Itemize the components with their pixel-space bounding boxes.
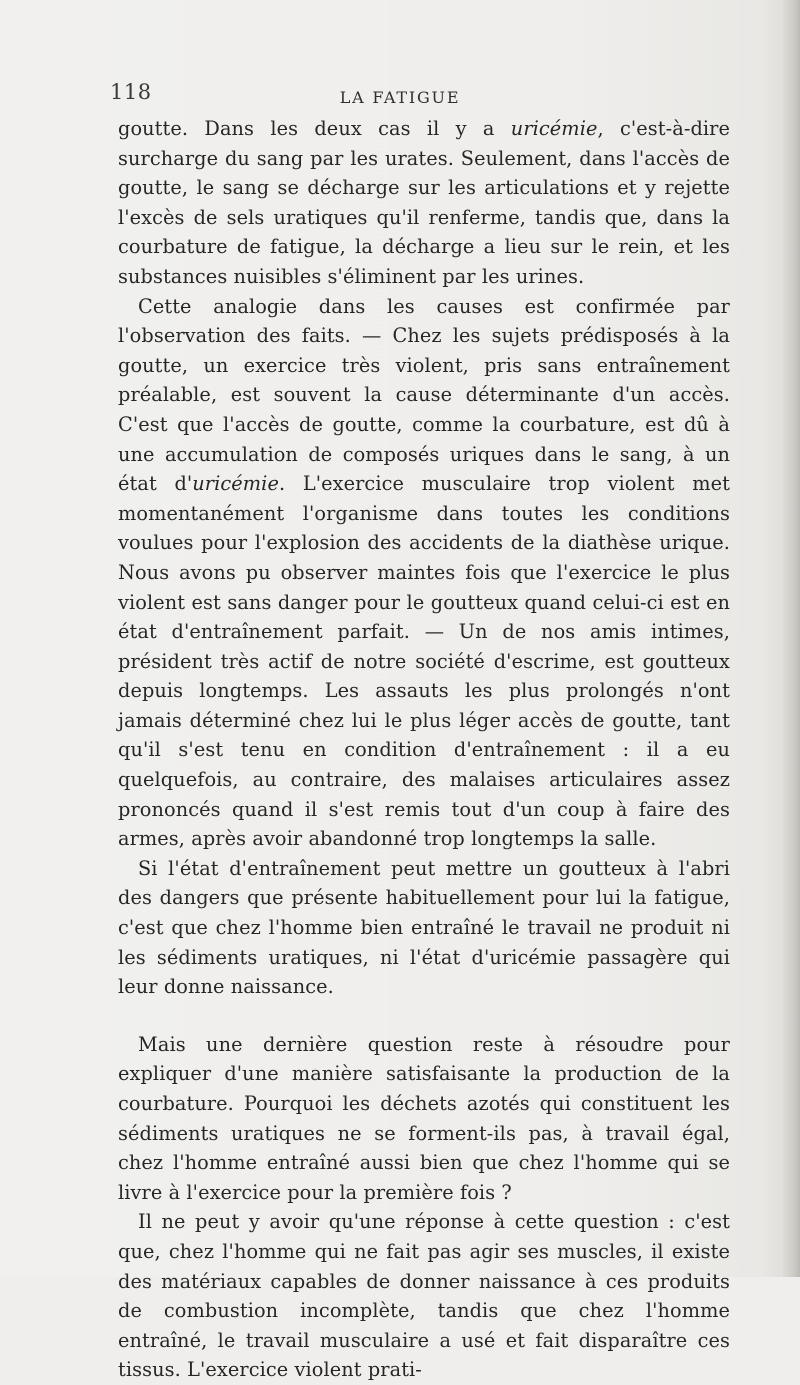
paragraph-4-text: Mais une dernière question reste à résoudre pour expliquer d'une manière satisfaisante la production de la courbature. Pourquoi les déchets azotés qui constituent les sédiments uratiques ne se forment-ils pas, à travail égal, chez l'homme entraîné aussi bien que chez l'homme qui se livre à l'exercice pour la première fois ? bbox=[118, 1032, 730, 1204]
body-text bbox=[118, 114, 730, 1385]
paragraph-2-text-a: Cette analogie dans les causes est confirmée par l'observation des faits. — Chez les sujets prédisposés à la goutte, un exercice très violent, pris sans entraînement préalable, est souvent la cause déterminante d'un accès. C'est que l'accès de goutte, comme la courbature, est dû à une accumulation de composés uriques dans le sang, à un état d' bbox=[118, 294, 730, 496]
paragraph-1-text-b: , c'est-à-dire surcharge du sang par les urates. Seulement, dans l'accès de goutte, le sang se décharge sur les articulations et y rejette l'excès de sels uratiques qu'il renferme, tandis que, dans la courbature de fatigue, la décharge a lieu sur le rein, et les substances nuisibles s'éliminent par les urines. bbox=[118, 117, 730, 288]
paragraph-1-emphasis: uricémie bbox=[510, 117, 598, 140]
paragraph-1-text-a: goutte. Dans les deux cas il y a bbox=[118, 117, 511, 140]
running-title: LA FATIGUE bbox=[339, 88, 461, 107]
paragraph-5 bbox=[118, 1207, 730, 1385]
paragraph-2-text-b: . L'exercice musculaire trop violent met momentanément l'organisme dans toutes les conditions voulues pour l'explosion des accidents de la diathèse urique. Nous avons pu observer maintes fois que l'exercice le plus violent est sans danger pour le goutteux quand celui-ci est en état d'entraînement parfait. — Un de nos amis intimes, président très actif de notre société d'escrime, est goutteux depuis longtemps. Les assauts les plus prolongés n'ont jamais déterminé chez lui le plus léger accès de goutte, tant qu'il s'est tenu en condition d'entraînement : il a eu quelquefois, au contraire, des malaises articulaires assez prononcés quand il s'est remis tout d'un coup à faire des armes, après avoir abandonné trop longtemps la salle. bbox=[118, 472, 730, 851]
paragraph-3 bbox=[118, 854, 730, 1002]
paragraph-5-text: Il ne peut y avoir qu'une réponse à cette question : c'est que, chez l'homme qui ne fait pas agir ses muscles, il existe des matériaux capables de donner naissance à ces produits de combustion incomplète, tandis que chez l'homme entraîné, le travail musculaire a usé et fait disparaître ces tissus. L'exercice violent prati- bbox=[118, 1210, 730, 1382]
page-number: 118 bbox=[110, 80, 152, 104]
paragraph-2 bbox=[118, 292, 730, 854]
paragraph-4 bbox=[118, 1030, 730, 1208]
page-edge-shadow bbox=[782, 0, 800, 1277]
paragraph-3-text: Si l'état d'entraînement peut mettre un goutteux à l'abri des dangers que présente habituellement pour lui la fatigue, c'est que chez l'homme bien entraîné le travail ne produit ni les sédiments uratiques, ni l'état d'uricémie passagère qui leur donne naissance. bbox=[118, 856, 730, 999]
paragraph-1 bbox=[118, 114, 730, 292]
paragraph-2-emphasis: uricémie bbox=[192, 472, 279, 496]
